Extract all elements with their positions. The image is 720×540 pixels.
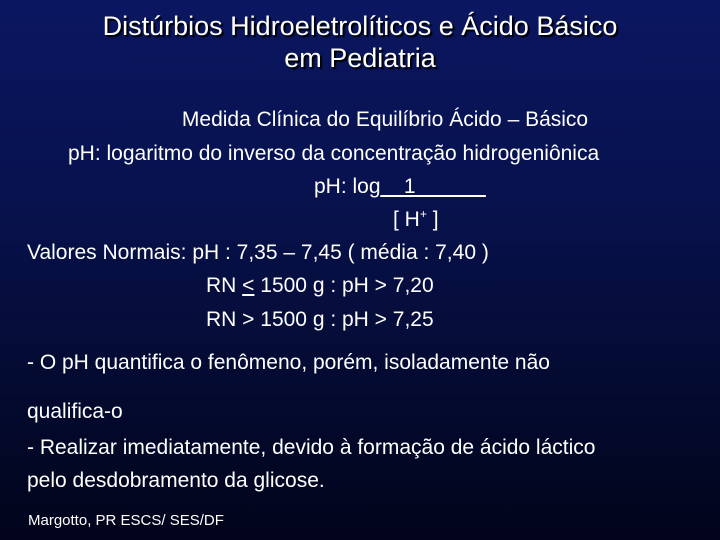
slide-title xyxy=(0,10,720,74)
denominator-close: ] xyxy=(426,208,439,231)
rn-line-1-symbol: < xyxy=(242,274,255,297)
denominator-sup: + xyxy=(419,207,427,221)
subtitle: Medida Clínica do Equilíbrio Ácido – Básico xyxy=(181,108,589,131)
bullet-1-line-1: - O pH quantifica o fenômeno, porém, isoladamente não xyxy=(27,351,550,374)
slide-title-line-2: em Pediatria xyxy=(284,43,436,73)
ph-formula xyxy=(314,174,486,200)
slide-title-line-1: Distúrbios Hidroeletrolíticos e Ácido Básico xyxy=(102,11,618,41)
rn-line-2: RN > 1500 g : pH > 7,25 xyxy=(206,308,434,331)
ph-definition: pH: logaritmo do inverso da concentração hidrogeniônica xyxy=(68,142,600,165)
rn-line-1-suffix: 1500 g : pH > 7,20 xyxy=(254,274,434,297)
ph-formula-numerator: __1______ xyxy=(380,175,486,198)
ph-formula-prefix: pH: log xyxy=(314,175,381,198)
denominator-open: [ H xyxy=(393,208,420,231)
bullet-2-line-1: - Realizar imediatamente, devido à formação de ácido láctico xyxy=(27,436,596,459)
bullet-1-line-2: qualifica-o xyxy=(27,400,123,423)
rn-line-1-prefix: RN xyxy=(206,274,243,297)
ph-formula-denominator xyxy=(393,207,439,233)
normal-values: Valores Normais: pH : 7,35 – 7,45 ( média : 7,40 ) xyxy=(27,241,489,264)
rn-line-1 xyxy=(206,273,434,299)
bullet-2-line-2: pelo desdobramento da glicose. xyxy=(27,469,325,492)
footer-credit: Margotto, PR ESCS/ SES/DF xyxy=(28,512,224,529)
